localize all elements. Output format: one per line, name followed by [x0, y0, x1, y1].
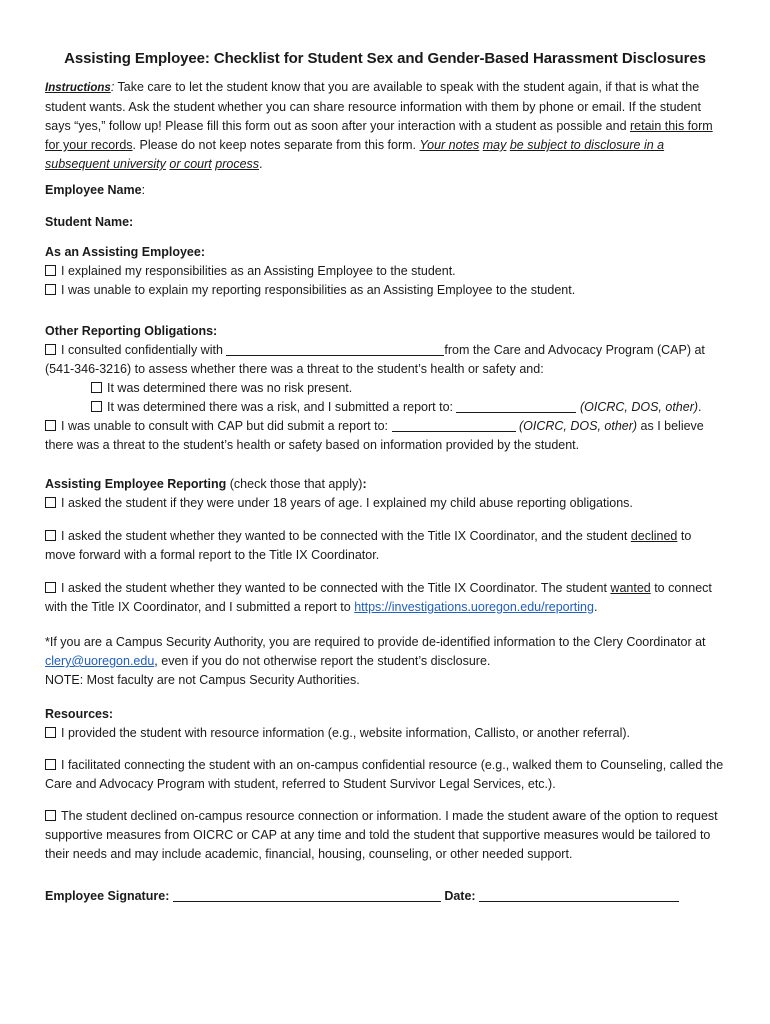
cap-contact-blank[interactable] — [226, 343, 444, 356]
risk-label: It was determined there was a risk, and I submitted a report to: — [107, 400, 457, 414]
assisting-employee-reporting-section — [45, 475, 725, 617]
notes-disclosure-c: be subject to disclosure in a subsequent university — [45, 138, 665, 171]
consulted-text: I consulted confidentially with — [61, 343, 227, 357]
csa-text: *If you are a Campus Security Authority, you are required to provide de-identified information to the Clery Coordinator at — [45, 635, 706, 649]
checklist-item — [45, 724, 725, 743]
signature-blank[interactable] — [173, 889, 441, 902]
checkbox[interactable] — [45, 265, 56, 276]
assisting-employee-section — [45, 243, 725, 300]
checklist-item — [45, 398, 725, 417]
signature-line — [45, 887, 725, 906]
checkbox[interactable] — [45, 420, 56, 431]
checklist-item-label: I asked the student whether they wanted to be connected with the Title IX Coordinator, and the student — [61, 529, 631, 543]
instructions-colon: : — [110, 80, 115, 94]
csa-section — [45, 633, 725, 690]
checklist-item — [45, 281, 725, 300]
aer-heading-line — [45, 475, 725, 494]
checkbox[interactable] — [45, 727, 56, 738]
student-name-label: Student Name: — [45, 215, 134, 229]
form-title: Assisting Employee: Checklist for Student Sex and Gender-Based Harassment Disclosures — [64, 50, 706, 67]
instructions-text-2: . Please do not keep notes separate from this form. — [132, 138, 420, 152]
consulted-text-2: from the Care and Advocacy Program (CAP) at (541-346-3216) to assess whether there was a threat to the student’s health or safety and: — [45, 343, 705, 376]
employee-name-field[interactable]: Employee Name: — [45, 183, 146, 197]
checkbox[interactable] — [45, 810, 56, 821]
checkbox[interactable] — [45, 759, 56, 770]
checkbox[interactable] — [91, 401, 102, 412]
clery-email-link[interactable]: clery@uoregon.edu — [45, 654, 155, 668]
resources-section — [45, 705, 725, 864]
date-label: Date: — [444, 889, 476, 903]
reporting-link[interactable]: https://investigations.uoregon.edu/reporting — [354, 600, 594, 614]
unable-label: I was unable to consult with CAP but did submit a report to: — [61, 419, 392, 433]
notes-disclosure-d: or court — [169, 157, 212, 171]
instructions-label: Instructions — [45, 82, 111, 94]
checklist-item-label: I provided the student with resource information (e.g., website information, Callisto, or another referral). — [61, 726, 631, 740]
checkbox[interactable] — [45, 582, 56, 593]
aer-heading-note: (check those that apply) — [226, 477, 363, 491]
resources-heading: Resources: — [45, 707, 114, 721]
student-name-field[interactable] — [45, 213, 725, 232]
checkbox[interactable] — [91, 382, 102, 393]
csa-paragraph — [45, 633, 725, 671]
instructions-end: . — [259, 157, 263, 171]
other-reporting-heading: Other Reporting Obligations: — [45, 324, 218, 338]
signature-label: Employee Signature — [45, 889, 166, 903]
notes-disclosure-b: may — [482, 138, 507, 152]
csa-text-2: , even if you do not otherwise report the student’s disclosure. — [154, 654, 491, 668]
checklist-item — [45, 579, 725, 617]
checklist-item-label-2: to connect with the Title IX Coordinator, and I submitted a report to — [45, 581, 712, 614]
checkbox[interactable] — [45, 497, 56, 508]
instructions-paragraph — [45, 78, 725, 174]
checklist-item — [45, 494, 725, 513]
checkbox[interactable] — [45, 284, 56, 295]
other-reporting-section — [45, 322, 725, 455]
checklist-item — [45, 756, 725, 794]
notes-disclosure-a: Your notes — [419, 138, 480, 152]
checklist-item-label: I asked the student whether they wanted to be connected with the Title IX Coordinator. The student — [61, 581, 611, 595]
checklist-item — [45, 417, 725, 455]
checklist-item — [45, 262, 725, 281]
instructions-text-1: Take care to let the student know that you are available to speak with the student again, if that is what the student wants. Ask the student whether you can share resource information with them by phone or email. If the student says “yes,” follow up! Please fill this form out as soon after your interaction with a student as possible and — [45, 80, 701, 133]
date-blank[interactable] — [479, 889, 679, 902]
report-recipient-blank[interactable] — [456, 400, 576, 413]
unable-options: (OICRC, DOS, other) — [515, 419, 638, 433]
unable-label-2: as I believe there was a threat to the student’s health or safety based on information provided by the student. — [45, 419, 704, 452]
wanted-text: wanted — [610, 581, 651, 595]
assisting-employee-heading: As an Assisting Employee: — [45, 245, 205, 259]
checklist-item — [45, 341, 725, 379]
checkbox[interactable] — [45, 530, 56, 541]
checkbox[interactable] — [45, 344, 56, 355]
checklist-item-label: I explained my responsibilities as an Assisting Employee to the student. — [61, 264, 456, 278]
checklist-item-label: The student declined on-campus resource connection or information. I made the student aware of the option to request supportive measures from OICRC or CAP at any time and told the student that supportive measures would be tailored to their needs and may include academic, financial, housing, counseling, or other needed support. — [45, 809, 718, 861]
checklist-item — [45, 379, 725, 398]
aer-heading: Assisting Employee Reporting — [45, 477, 227, 491]
no-risk-label: It was determined there was no risk present. — [107, 381, 353, 395]
declined-text: declined — [630, 529, 678, 543]
employee-name-label: Employee Name — [45, 183, 142, 197]
aer-colon: : — [362, 477, 367, 491]
signature-colon: : — [165, 889, 170, 903]
checklist-item — [45, 807, 725, 864]
checklist-item-label-2: to move forward with a formal report to the Title IX Coordinator. — [45, 529, 692, 562]
checklist-item-label: I asked the student if they were under 18 years of age. I explained my child abuse reporting obligations. — [61, 496, 633, 510]
report-recipient-blank[interactable] — [392, 419, 516, 432]
notes-disclosure-e: process — [215, 157, 260, 171]
checklist-item-end: . — [593, 600, 598, 614]
csa-note: NOTE: Most faculty are not Campus Security Authorities. — [45, 673, 360, 687]
checklist-item-label: I facilitated connecting the student with an on-campus confidential resource (e.g., walked them to Counseling, called the Care and Advocacy Program with student, referred to Student Survivor Legal Services, etc.). — [45, 758, 724, 791]
checklist-item — [45, 527, 725, 565]
risk-options: (OICRC, DOS, other) — [576, 400, 699, 414]
retain-form-text: retain this form for your records — [45, 119, 713, 152]
checklist-item-label: I was unable to explain my reporting responsibilities as an Assisting Employee to the student. — [61, 283, 576, 297]
risk-end: . — [698, 400, 702, 414]
